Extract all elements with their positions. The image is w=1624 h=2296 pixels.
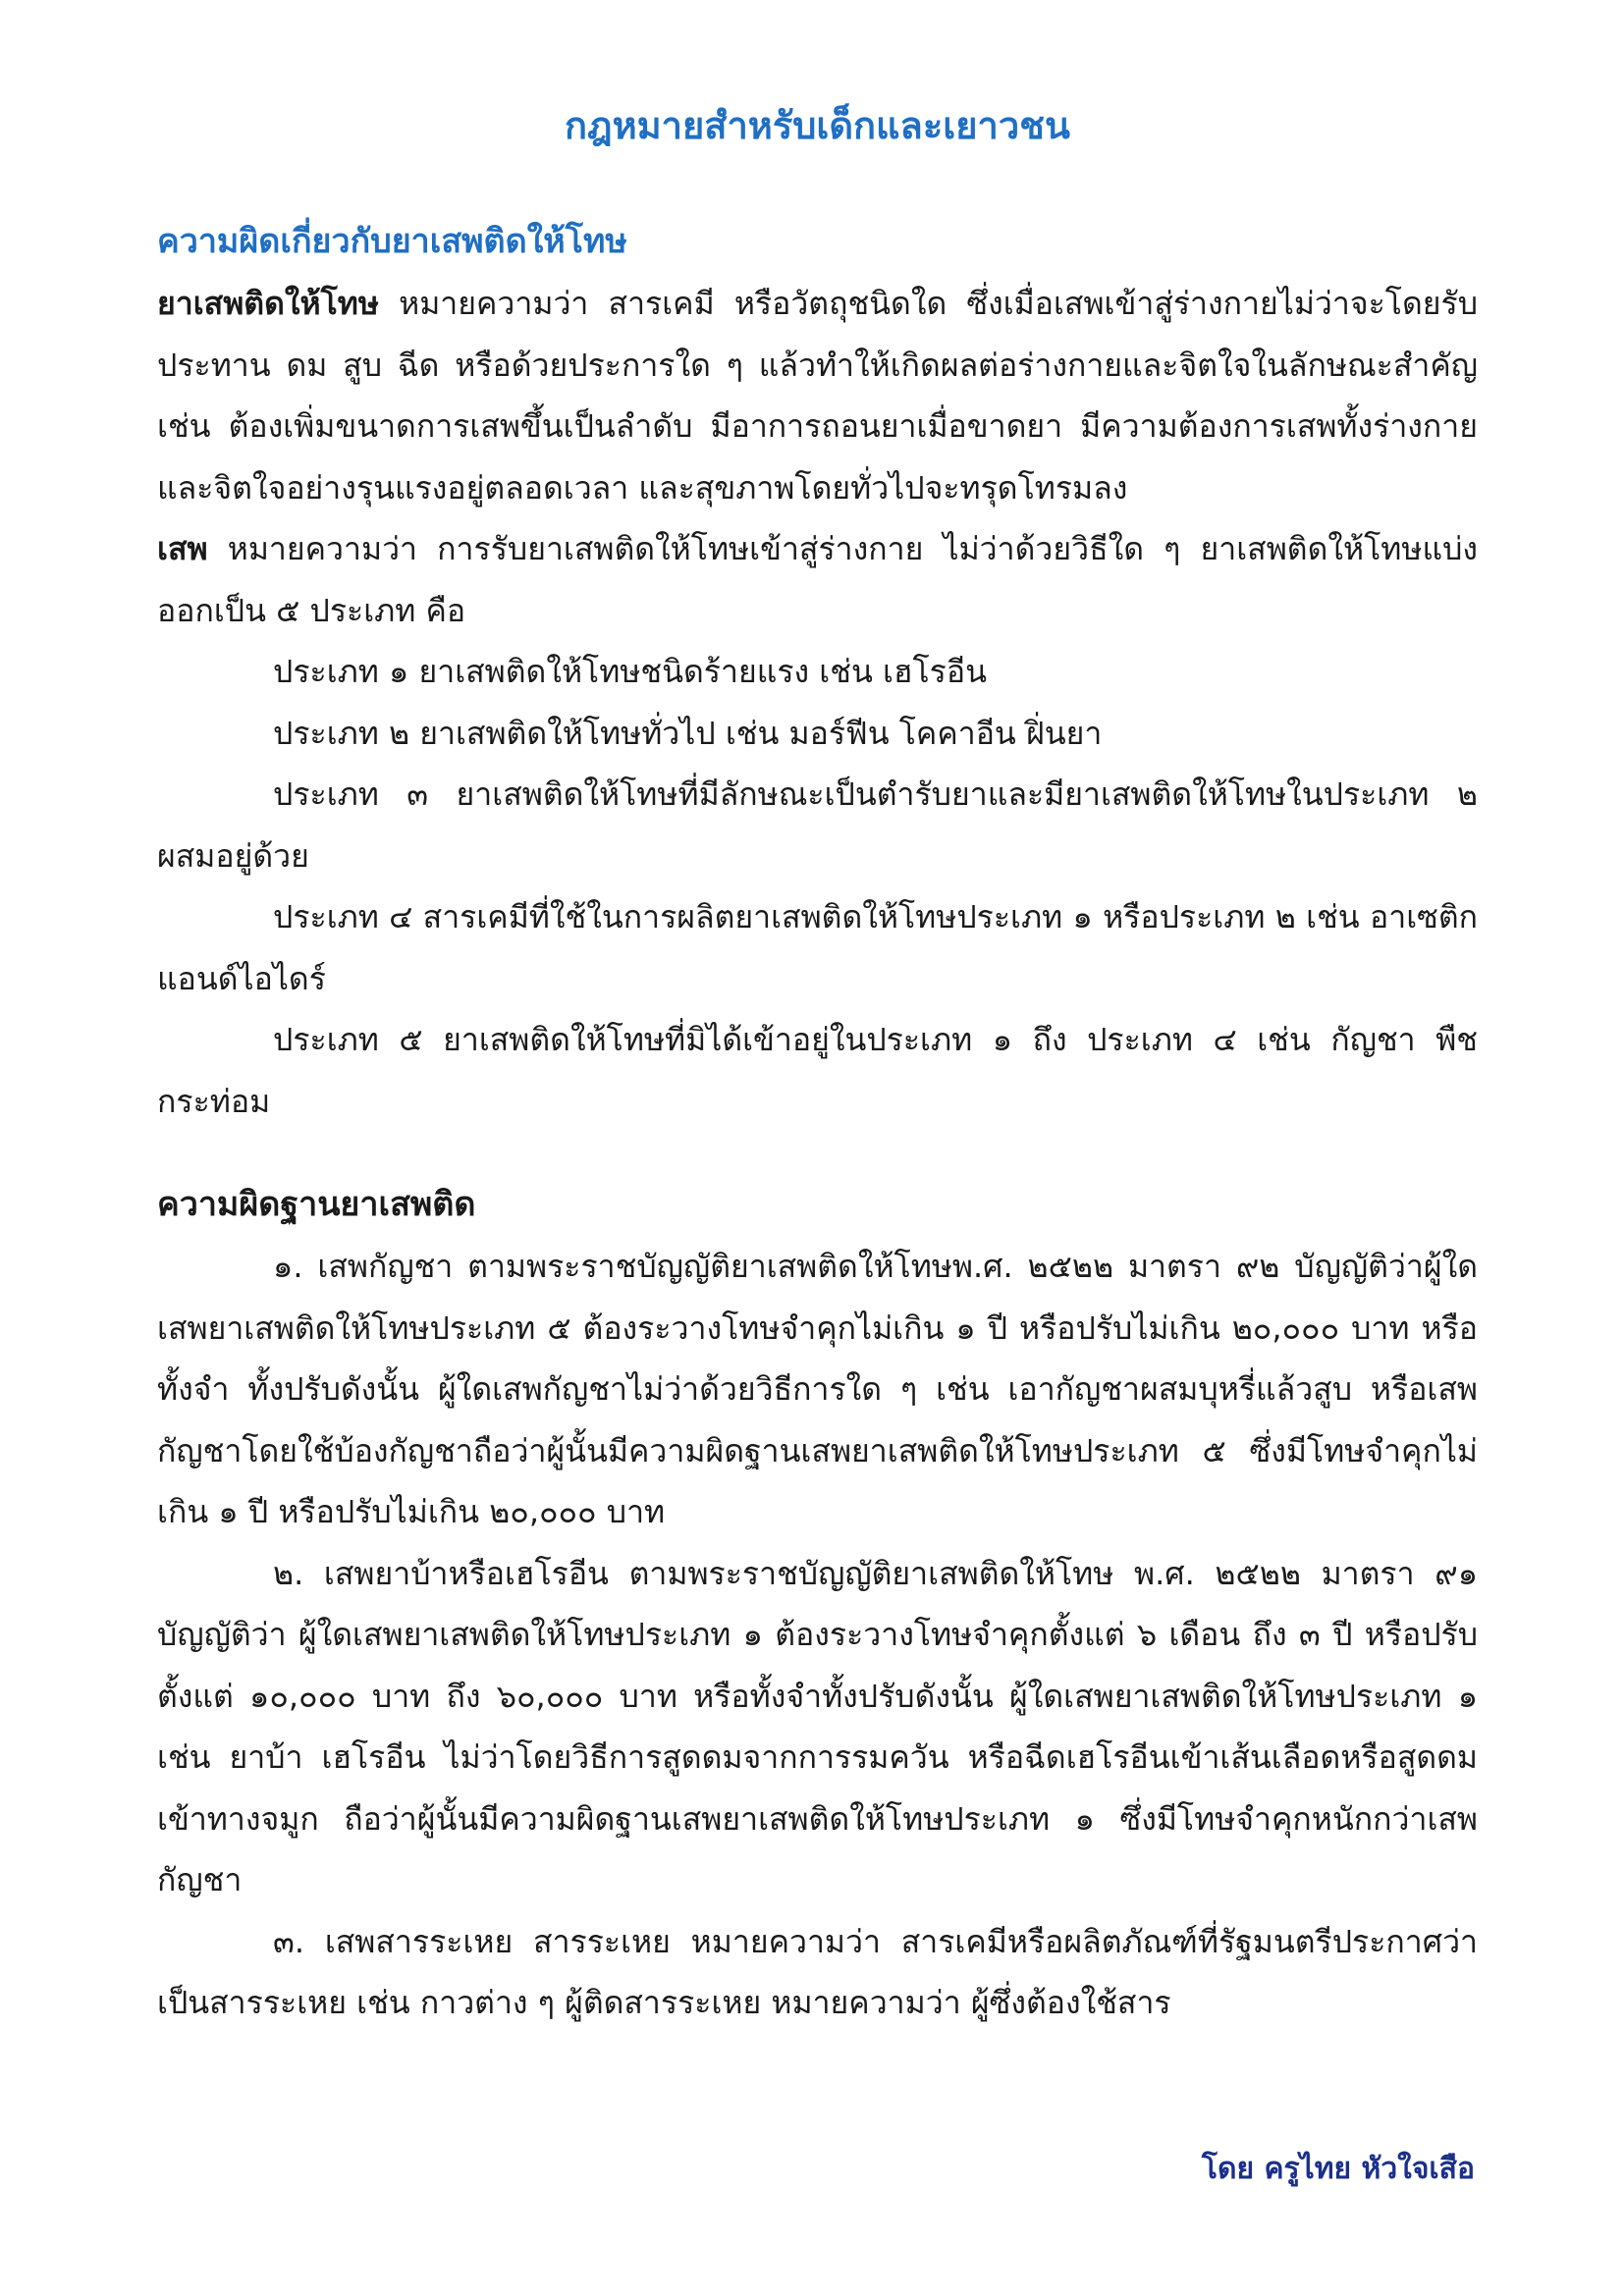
definition-text: หมายความว่า สารเคมี หรือวัตถุชนิดใด ซึ่งเมื่อเสพเข้าสู่ร่างกายไม่ว่าจะโดยรับประทาน ดม สูบ ฉีด หรือด้วยประการใด ๆ แล้วทำให้เกิดผลต่อร่างกายและจิตใจในลักษณะสำคัญ เช่น ต้องเพิ่มขนาดการเสพขึ้นเป็นลำดับ มีอาการถอนยาเมื่อขาดยา มีความต้องการเสพทั้งร่างกายและจิตใจอย่างรุนแรงอยู่ตลอดเวลา และสุขภาพโดยทั่วไปจะทรุดโทรมลง <box>157 285 1478 507</box>
document-page <box>157 98 1478 2034</box>
definition-term: ยาเสพติดให้โทษ <box>157 285 379 322</box>
section-heading-drug-offenses: ความผิดเกี่ยวกับยาเสพติดให้โทษ <box>157 222 627 261</box>
definition-consume <box>157 518 1478 641</box>
section-heading-drug-charges: ความผิดฐานยาเสพติด <box>157 1185 476 1224</box>
author-credit: โดย ครูไทย หัวใจเสือ <box>1201 2152 1475 2186</box>
category-item: ประเภท ๓ ยาเสพติดให้โทษที่มีลักษณะเป็นตำรับยาและมียาเสพติดให้โทษในประเภท ๒ ผสมอยู่ด้วย <box>157 775 1478 875</box>
offense-item: ๓. เสพสารระเหย สารระเหย หมายความว่า สารเคมีหรือผลิตภัณฑ์ที่รัฐมนตรีประกาศว่าเป็นสารระเหย เช่น กาวต่าง ๆ ผู้ติดสารระเหย หมายความว่า ผู้ซึ่งต้องใช้สาร <box>157 1922 1478 2021</box>
section-spacer <box>157 1132 1478 1173</box>
category-item: ประเภท ๔ สารเคมีที่ใช้ในการผลิตยาเสพติดให้โทษประเภท ๑ หรือประเภท ๒ เช่น อาเซติกแอนด์ไอไดร์ <box>157 898 1478 997</box>
category-item: ประเภท ๒ ยาเสพติดให้โทษทั่วไป เช่น มอร์ฟีน โคคาอีน ฝิ่นยา <box>273 714 1103 752</box>
offense-item: ๑. เสพกัญชา ตามพระราชบัญญัติยาเสพติดให้โทษพ.ศ. ๒๕๒๒ มาตรา ๙๒ บัญญัติว่าผู้ใดเสพยาเสพติดให้โทษประเภท ๕ ต้องระวางโทษจำคุกไม่เกิน ๑ ปี หรือปรับไม่เกิน ๒๐,๐๐๐ บาท หรือทั้งจำ ทั้งปรับดังนั้น ผู้ใดเสพกัญชาไม่ว่าด้วยวิธีการใด ๆ เช่น เอากัญชาผสมบุหรี่แล้วสูบ หรือเสพกัญชาโดยใช้บ้องกัญชาถือว่าผู้นั้นมีความผิดฐานเสพยาเสพติดให้โทษประเภท ๕ ซึ่งมีโทษจำคุกไม่เกิน ๑ ปี หรือปรับไม่เกิน ๒๐,๐๐๐ บาท <box>157 1248 1478 1530</box>
definition-term: เสพ <box>157 530 208 567</box>
offense-item: ๒. เสพยาบ้าหรือเฮโรอีน ตามพระราชบัญญัติยาเสพติดให้โทษ พ.ศ. ๒๕๒๒ มาตรา ๙๑ บัญญัติว่า ผู้ใดเสพยาเสพติดให้โทษประเภท ๑ ต้องระวางโทษจำคุกตั้งแต่ ๖ เดือน ถึง ๓ ปี หรือปรับตั้งแต่ ๑๐,๐๐๐ บาท ถึง ๖๐,๐๐๐ บาท หรือทั้งจำทั้งปรับดังนั้น ผู้ใดเสพยาเสพติดให้โทษประเภท ๑ เช่น ยาบ้า เฮโรอีน ไม่ว่าโดยวิธีการสูดดมจากการรมควัน หรือฉีดเฮโรอีนเข้าเส้นเลือดหรือสูดดมเข้าทางจมูก ถือว่าผู้นั้นมีความผิดฐานเสพยาเสพติดให้โทษประเภท ๑ ซึ่งมีโทษจำคุกหนักกว่าเสพกัญชา <box>157 1554 1479 1898</box>
category-item: ประเภท ๕ ยาเสพติดให้โทษที่มิได้เข้าอยู่ในประเภท ๑ ถึง ประเภท ๔ เช่น กัญชา พืชกระท่อม <box>157 1021 1478 1120</box>
page-title: กฎหมายสำหรับเด็กและเยาวชน <box>565 104 1070 147</box>
definition-narcotic <box>157 273 1478 518</box>
definition-text: หมายความว่า การรับยาเสพติดให้โทษเข้าสู่ร่างกาย ไม่ว่าด้วยวิธีใด ๆ ยาเสพติดให้โทษแบ่งออกเป็น ๕ ประเภท คือ <box>157 530 1478 629</box>
category-item: ประเภท ๑ ยาเสพติดให้โทษชนิดร้ายแรง เช่น เฮโรอีน <box>273 653 987 690</box>
